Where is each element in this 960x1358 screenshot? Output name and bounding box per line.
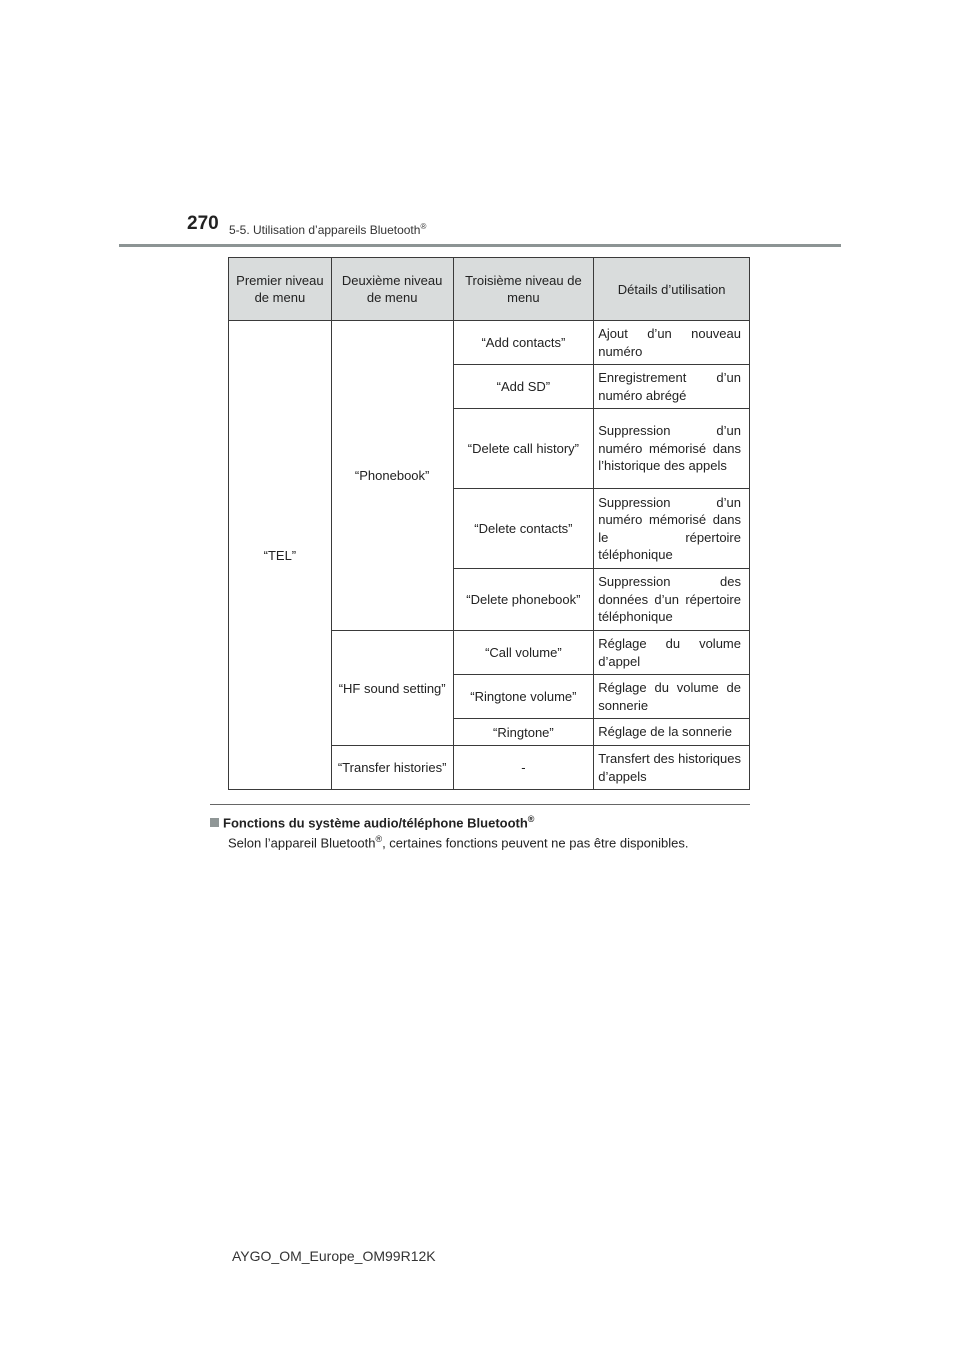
cell-level3: “Delete phonebook” — [453, 569, 594, 631]
cell-detail: Ajout d’un nouveau numéro — [594, 321, 750, 365]
menu-table — [228, 257, 750, 790]
registered-mark: ® — [420, 222, 427, 231]
square-bullet-icon — [210, 818, 219, 827]
header-level2: Deuxième niveau de menu — [331, 258, 453, 321]
table-row — [229, 321, 750, 365]
registered-mark: ® — [527, 814, 535, 824]
cell-detail: Suppression des données d’un répertoire téléphonique — [594, 569, 750, 631]
cell-level3: “Call volume” — [453, 631, 594, 675]
section-title — [229, 222, 426, 237]
header-level1: Premier niveau de menu — [229, 258, 332, 321]
footer-code: AYGO_OM_Europe_OM99R12K — [232, 1248, 436, 1264]
cell-detail: Réglage de la sonnerie — [594, 719, 750, 746]
cell-level2: “HF sound setting” — [331, 631, 453, 746]
feature-text-after: , certaines fonctions peuvent ne pas être disponibles. — [382, 835, 689, 851]
registered-mark: ® — [375, 834, 383, 844]
cell-level3: “Add contacts” — [453, 321, 594, 365]
cell-level3: - — [453, 746, 594, 790]
cell-level3: “Ringtone volume” — [453, 675, 594, 719]
cell-detail: Suppression d’un numéro mémorisé dans le répertoire téléphonique — [594, 489, 750, 569]
feature-text — [228, 834, 689, 850]
cell-detail: Transfert des historiques d’appels — [594, 746, 750, 790]
feature-heading-text: Fonctions du système audio/téléphone Bluetooth — [223, 815, 528, 831]
header-rule — [119, 244, 841, 247]
table-header-row — [229, 258, 750, 321]
cell-detail: Suppression d’un numéro mémorisé dans l’historique des appels — [594, 409, 750, 489]
header-level3: Troisième niveau de menu — [453, 258, 594, 321]
cell-level3: “Delete contacts” — [453, 489, 594, 569]
cell-level3: “Add SD” — [453, 365, 594, 409]
section-title-text: 5-5. Utilisation d’appareils Bluetooth — [229, 223, 421, 237]
cell-detail: Réglage du volume d’appel — [594, 631, 750, 675]
cell-level2: “Phonebook” — [331, 321, 453, 631]
feature-heading — [210, 814, 534, 830]
cell-level2: “Transfer histories” — [331, 746, 453, 790]
cell-detail: Enregistrement d’un numéro abrégé — [594, 365, 750, 409]
page-number: 270 — [187, 213, 219, 234]
cell-detail: Réglage du volume de sonnerie — [594, 675, 750, 719]
cell-level3: “Ringtone” — [453, 719, 594, 746]
section-rule — [210, 804, 750, 805]
header-details: Détails d’utilisation — [594, 258, 750, 321]
cell-level1: “TEL” — [229, 321, 332, 790]
feature-text-before: Selon l’appareil Bluetooth — [228, 835, 376, 851]
cell-level3: “Delete call history” — [453, 409, 594, 489]
